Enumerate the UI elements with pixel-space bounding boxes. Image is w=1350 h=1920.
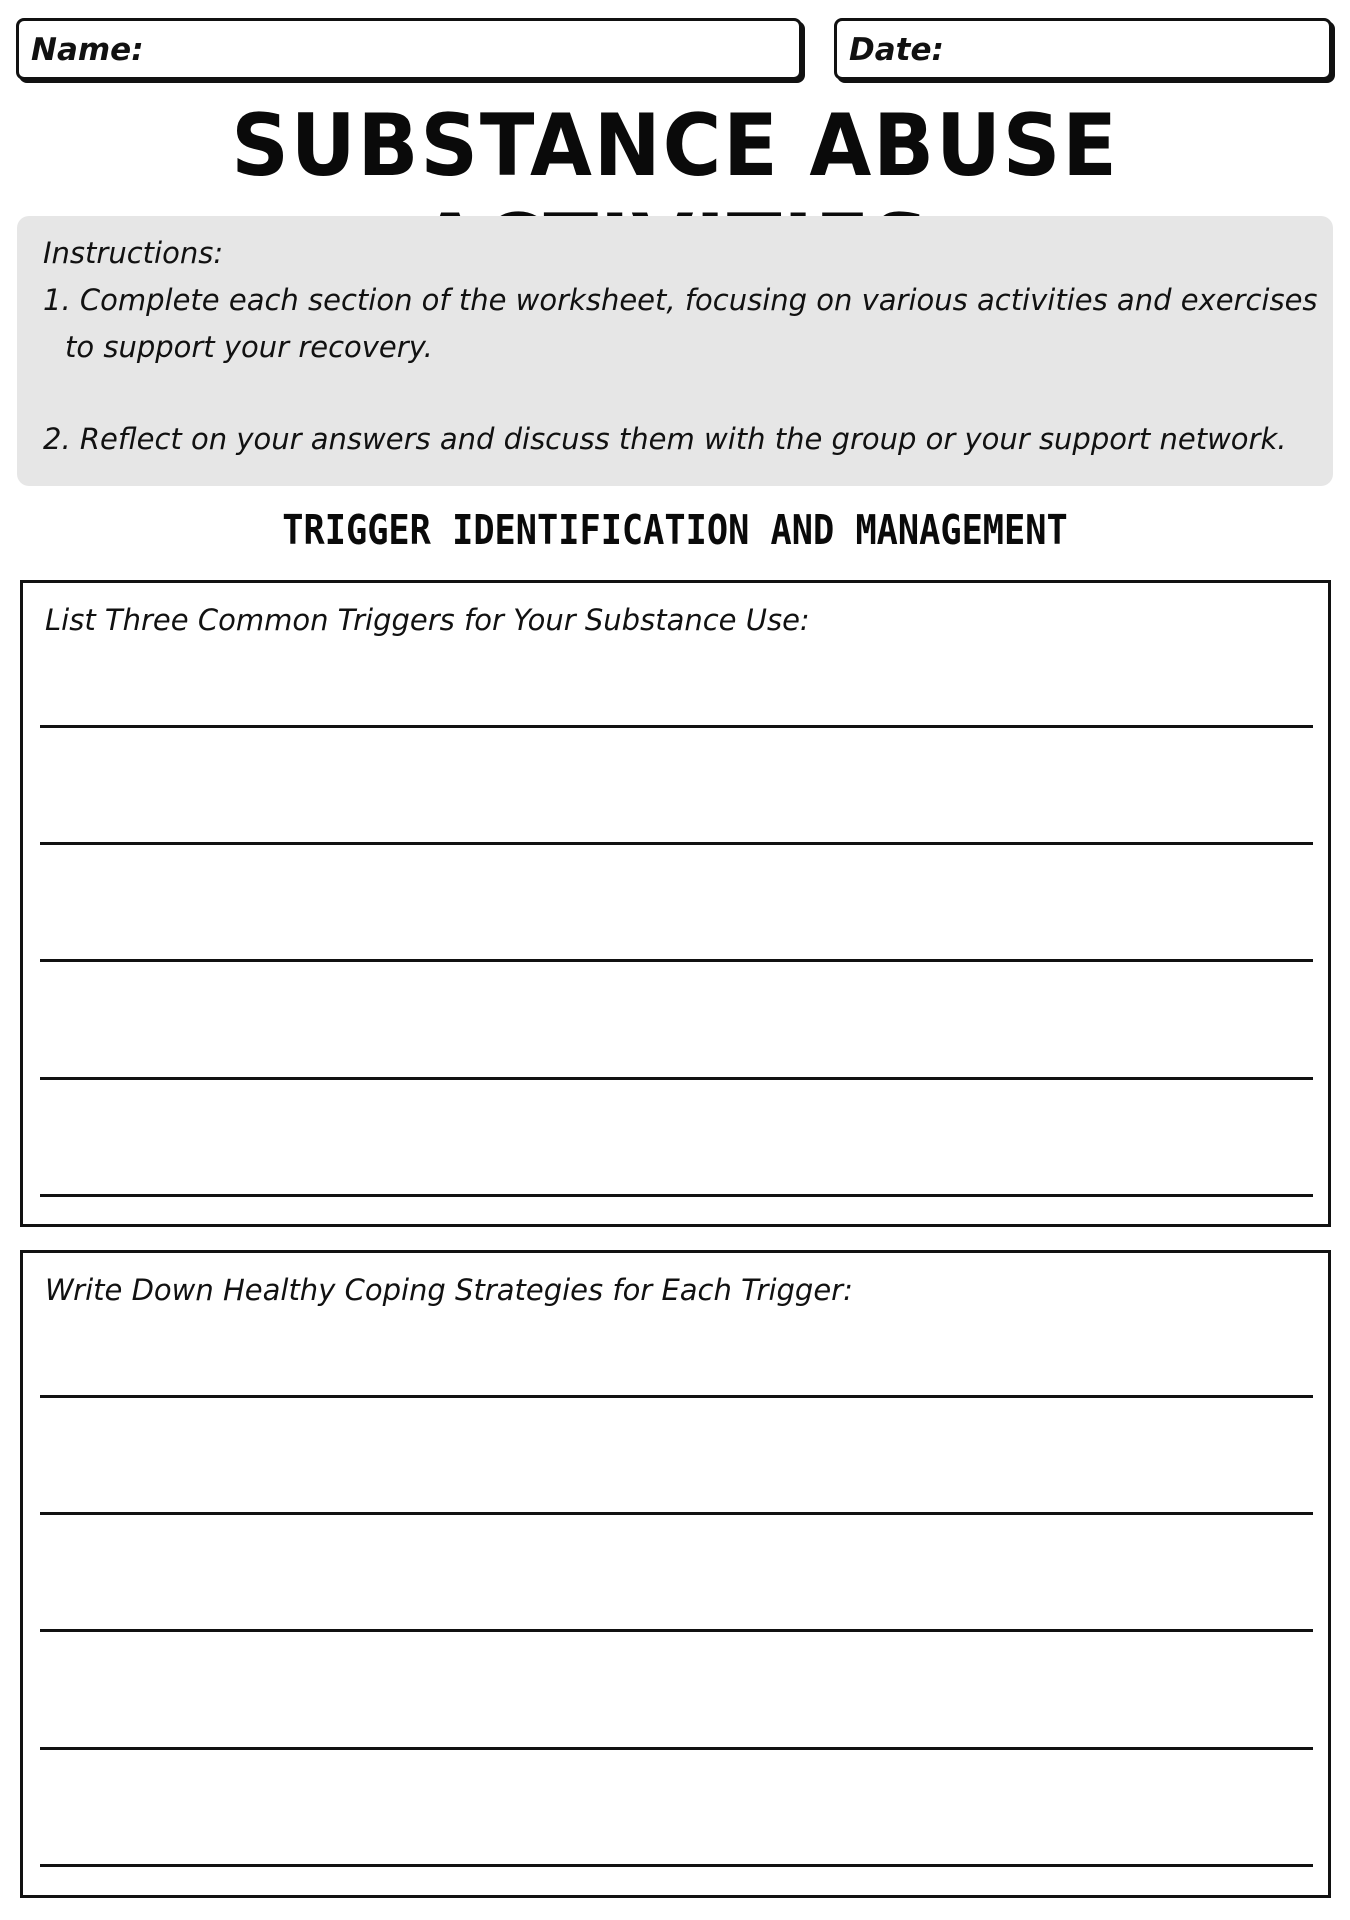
answer-line[interactable] (40, 725, 1313, 728)
answer-line[interactable] (40, 1077, 1313, 1080)
answer-line[interactable] (40, 842, 1313, 845)
date-field[interactable] (834, 18, 1332, 80)
answer-line[interactable] (40, 959, 1313, 962)
instructions-label: Instructions: (43, 236, 224, 270)
name-label: Name: (31, 32, 144, 68)
triggers-box (20, 580, 1331, 1227)
instruction-item-2: 2. Reflect on your answers and discuss them with the group or your support network. (43, 422, 1287, 456)
page-title: SUBSTANCE ABUSE (231, 96, 1119, 196)
instructions-panel (17, 216, 1333, 486)
answer-line[interactable] (40, 1864, 1313, 1867)
coping-prompt: Write Down Healthy Coping Strategies for Each Trigger: (45, 1273, 853, 1307)
instruction-item-1-continued: to support your recovery. (65, 330, 433, 364)
instruction-item-1: 1. Complete each section of the worksheet, focusing on various activities and exercises (43, 283, 1318, 317)
section-title: TRIGGER IDENTIFICATION AND MANAGEMENT (282, 506, 1068, 554)
answer-line[interactable] (40, 1395, 1313, 1398)
date-label: Date: (849, 32, 944, 68)
answer-line[interactable] (40, 1194, 1313, 1197)
coping-strategies-box (20, 1250, 1331, 1898)
triggers-prompt: List Three Common Triggers for Your Substance Use: (45, 603, 810, 637)
answer-line[interactable] (40, 1512, 1313, 1515)
name-field[interactable] (16, 18, 802, 80)
answer-line[interactable] (40, 1747, 1313, 1750)
answer-line[interactable] (40, 1629, 1313, 1632)
